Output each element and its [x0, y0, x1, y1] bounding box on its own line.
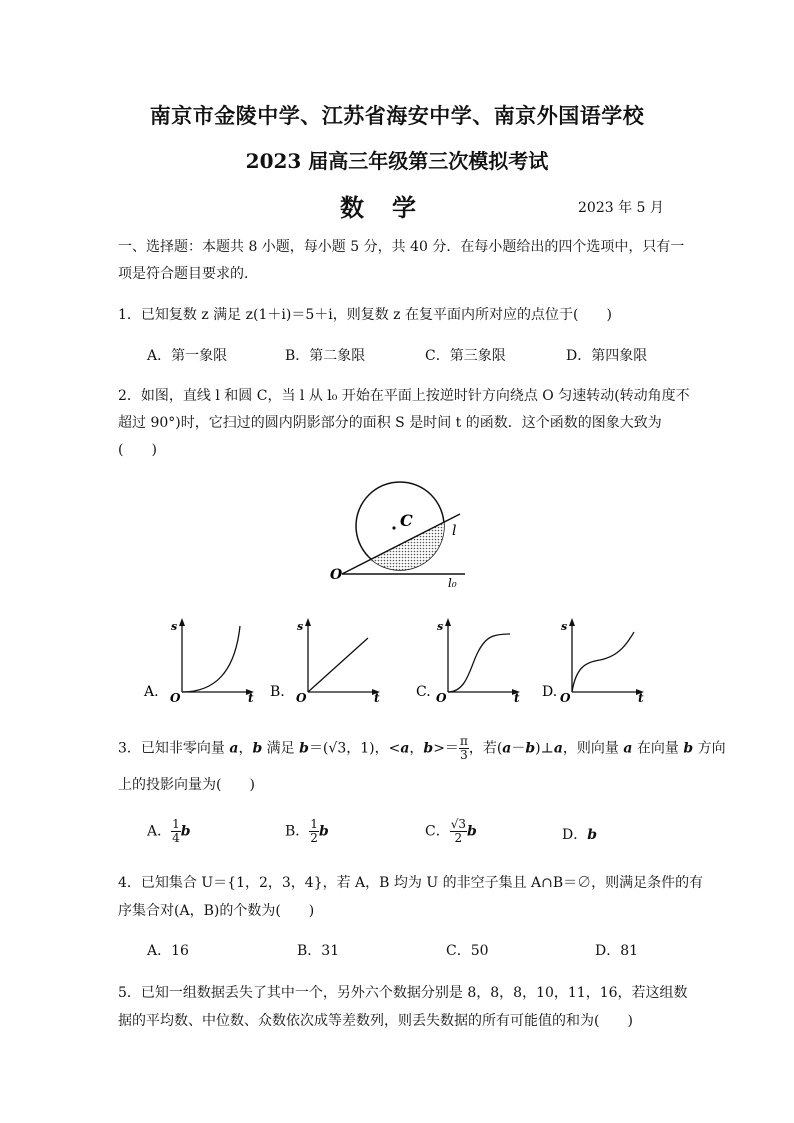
- frac-den: 3: [460, 748, 468, 762]
- graph-d: [542, 618, 644, 704]
- q1-option-c: C．第三象限: [425, 348, 506, 364]
- label-l0: l₀: [448, 576, 457, 590]
- q3-text: >＝: [433, 740, 459, 757]
- q3-text: )⊥: [535, 740, 554, 757]
- q1-option-b: B．第二象限: [285, 348, 366, 364]
- pi-over-3: [459, 735, 469, 762]
- q3-text: ，则向量: [562, 740, 624, 757]
- q3-text: ，: [238, 740, 253, 757]
- graph-c-label: C.: [416, 684, 431, 700]
- q4-option-d: D．81: [595, 943, 639, 959]
- graph-d-axis-o: O: [560, 691, 571, 704]
- q1-option-a: A．第一象限: [147, 348, 228, 364]
- graph-c-axis-t: t: [514, 691, 520, 704]
- question-1-stem: 1．已知复数 z 满足 z(1＋i)＝5＋i，则复数 z 在复平面内所对应的点位于( ): [118, 307, 612, 323]
- graph-b-axis-o: O: [296, 691, 307, 704]
- question-3-line2: 上的投影向量为( ): [118, 777, 255, 793]
- vector-b: b: [252, 740, 263, 757]
- section-instructions-line2: 项是符合题目要求的．: [118, 266, 258, 282]
- question-2-line3: ( ): [118, 442, 157, 458]
- graph-b-axis-s: s: [297, 620, 304, 633]
- frac-den: 2: [454, 831, 463, 845]
- question-5-line1: 5．已知一组数据丢失了其中一个，另外六个数据分别是 8，8，8，10，11，16，若这组数: [118, 985, 688, 1001]
- section-instructions-line1: 一、选择题：本题共 8 小题，每小题 5 分，共 40 分．在每小题给出的四个选项中，只有一: [118, 239, 685, 255]
- frac-num: π: [459, 734, 468, 748]
- vector-b: b: [423, 740, 434, 757]
- graph-d-axis-s: s: [561, 620, 568, 633]
- q3-option-d: [562, 824, 597, 844]
- q3-text: 在向量: [632, 740, 684, 757]
- exam-title: 2023 届高三年级第三次模拟考试: [245, 149, 549, 173]
- q3-text: 满足: [262, 740, 300, 757]
- graph-a: [143, 618, 254, 704]
- graph-a-label: A.: [144, 684, 159, 700]
- vector-a: a: [502, 740, 512, 757]
- graph-a-axis-t: t: [248, 691, 254, 704]
- q3-option-a: [147, 818, 191, 845]
- q4-option-a: A．16: [147, 943, 189, 959]
- vector-b: b: [587, 827, 598, 843]
- vector-b: b: [299, 740, 309, 757]
- question-2-line2: 超过 90°)时，它扫过的圆内阴影部分的面积 S 是时间 t 的函数．这个函数的图象大致为: [118, 415, 662, 431]
- graph-b: [270, 618, 380, 704]
- subject-title: 数 学: [340, 193, 418, 222]
- graph-b-axis-t: t: [374, 691, 380, 704]
- q3-text: ＝(√3，1)，<: [308, 740, 401, 757]
- center-point: [392, 526, 395, 529]
- q2-option-graphs: [140, 612, 660, 704]
- graph-d-label: D.: [542, 684, 558, 700]
- option-fraction: [171, 818, 181, 845]
- option-label: C．: [425, 823, 450, 840]
- option-label: D．: [562, 827, 588, 843]
- vector-b: b: [683, 740, 694, 757]
- frac-num: √3: [450, 817, 466, 831]
- q3-text: 3．已知非零向量: [118, 740, 230, 757]
- vector-a: a: [553, 740, 563, 757]
- question-3-line1: [118, 735, 726, 762]
- graph-a-axis-s: s: [171, 620, 178, 633]
- q3-option-c: [425, 818, 477, 845]
- vector-a: a: [623, 740, 633, 757]
- q4-option-c: C．50: [446, 943, 489, 959]
- graph-b-label: B.: [270, 684, 285, 700]
- question-4-line1: 4．已知集合 U＝{1，2，3，4}，若 A，B 均为 U 的非空子集且 A∩B＝∅，则满足条件的有: [118, 875, 704, 891]
- graph-c-axis-o: O: [436, 691, 447, 704]
- q3-text: ，: [409, 740, 424, 757]
- q3-text: －: [511, 740, 526, 757]
- label-o: O: [330, 567, 343, 583]
- option-fraction: [450, 818, 467, 845]
- q3-text: ，若(: [468, 740, 503, 757]
- option-label: A．: [147, 823, 172, 840]
- q3-text: 方向: [693, 740, 726, 757]
- vector-a: a: [400, 740, 410, 757]
- graph-c: [416, 618, 520, 704]
- graph-d-axis-t: t: [638, 691, 644, 704]
- school-names: 南京市金陵中学、江苏省海安中学、南京外国语学校: [149, 103, 645, 128]
- label-c: C: [400, 511, 413, 530]
- frac-num: 1: [310, 817, 318, 831]
- option-fraction: [309, 818, 319, 845]
- q4-option-b: B．31: [297, 943, 340, 959]
- question-5-line2: 据的平均数、中位数、众数依次成等差数列，则丢失数据的所有可能值的和为( ): [118, 1013, 633, 1029]
- graph-c-axis-s: s: [437, 620, 444, 633]
- exam-date: 2023 年 5 月: [578, 200, 664, 216]
- frac-num: 1: [172, 817, 180, 831]
- label-l: l: [452, 523, 457, 539]
- vector-b: b: [180, 823, 191, 840]
- q3-option-b: [285, 818, 329, 845]
- question-4-line2: 序集合对(A，B)的个数为( ): [118, 903, 315, 919]
- vector-b: b: [318, 823, 329, 840]
- q1-option-d: D．第四象限: [566, 348, 648, 364]
- vector-b: b: [525, 740, 536, 757]
- circle-line-figure: [320, 478, 480, 590]
- frac-den: 2: [310, 831, 318, 845]
- vector-b: b: [467, 823, 477, 840]
- frac-den: 4: [172, 831, 180, 845]
- question-2-line1: 2．如图，直线 l 和圆 C，当 l 从 l₀ 开始在平面上按逆时针方向绕点 O 匀速转动(转动角度不: [118, 388, 690, 404]
- vector-a: a: [229, 740, 239, 757]
- option-label: B．: [285, 823, 310, 840]
- graph-a-axis-o: O: [170, 691, 181, 704]
